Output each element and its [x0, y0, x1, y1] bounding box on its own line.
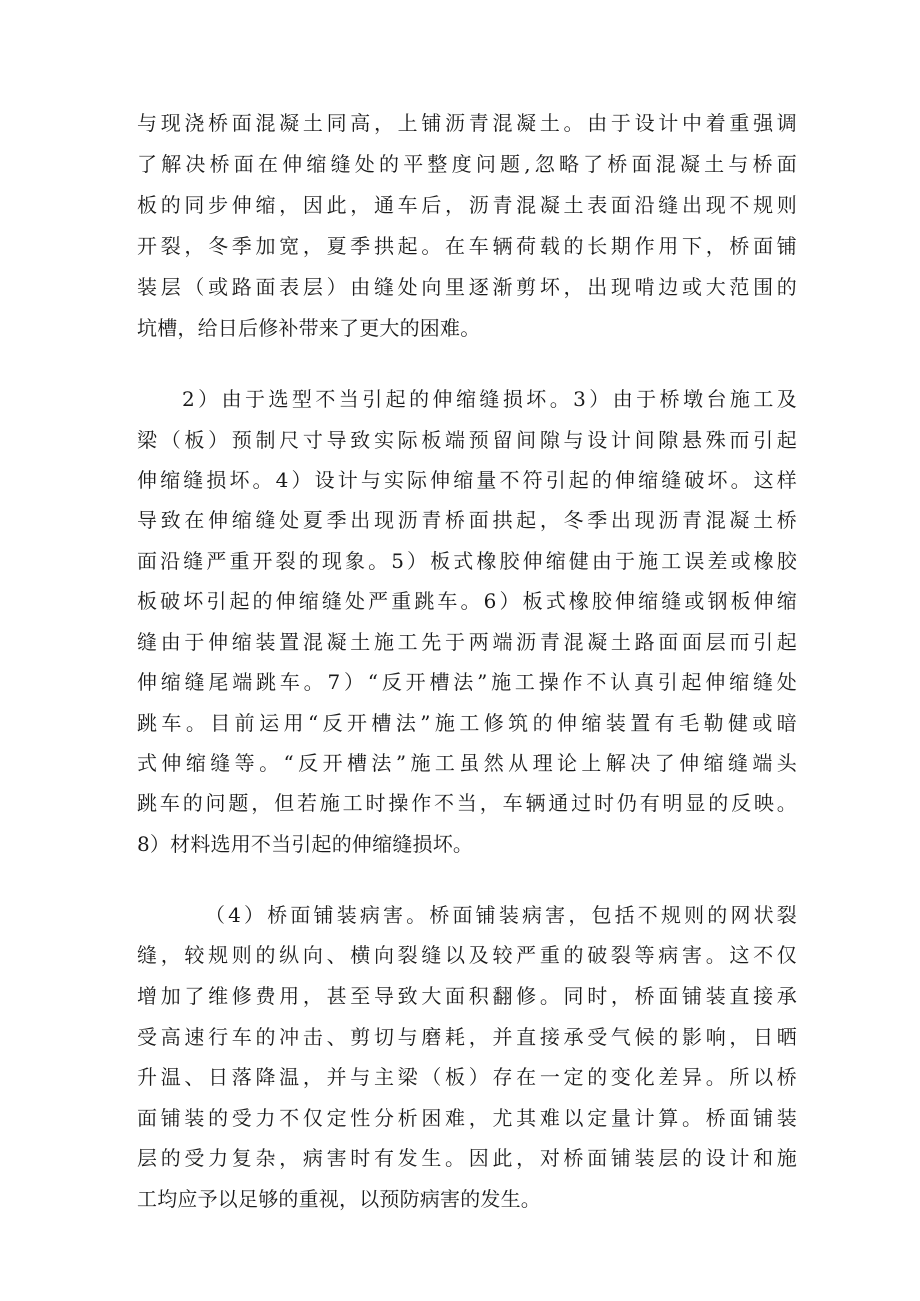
paragraph-2-line-8: 伸缩缝尾端跳车。7）“反开槽法”施工操作不认真引起伸缩缝处	[137, 670, 797, 694]
paragraph-2-line-2: 梁（板）预制尺寸导致实际板端预留间隙与设计间隙悬殊而引起	[137, 428, 797, 452]
paragraph-3-line-8: 工均应予以足够的重视，以预防病害的发生。	[137, 1187, 541, 1211]
paragraph-1-line-5: 装层（或路面表层）由缝处向里逐渐剪坏，出现啃边或大范围的	[137, 275, 797, 299]
paragraph-3-line-1: （4）桥面铺装病害。桥面铺装病害，包括不规则的网状裂	[205, 903, 797, 927]
paragraph-1-line-4: 开裂，冬季加宽，夏季拱起。在车辆荷载的长期作用下，桥面铺	[137, 234, 797, 258]
paragraph-2-line-10: 式伸缩缝等。“反开槽法”施工虽然从理论上解决了伸缩缝端头	[137, 751, 797, 775]
paragraph-3-line-2: 缝，较规则的纵向、横向裂缝以及较严重的破裂等病害。这不仅	[137, 943, 797, 967]
paragraph-2-line-6: 板破坏引起的伸缩缝处严重跳车。6）板式橡胶伸缩缝或钢板伸缩	[137, 589, 797, 613]
paragraph-2-line-7: 缝由于伸缩装置混凝土施工先于两端沥青混凝土路面面层而引起	[137, 630, 797, 654]
paragraph-1-line-2: 了解决桥面在伸缩缝处的平整度问题,忽略了桥面混凝土与桥面	[137, 152, 797, 176]
paragraph-1-line-1: 与现浇桥面混凝土同高，上铺沥青混凝土。由于设计中着重强调	[137, 111, 797, 135]
paragraph-2-line-5: 面沿缝严重开裂的现象。5）板式橡胶伸缩健由于施工误差或橡胶	[137, 549, 797, 573]
paragraph-2-line-11: 跳车的问题，但若施工时操作不当，车辆通过时仍有明显的反映。	[137, 791, 797, 815]
paragraph-3-line-5: 升温、日落降温，并与主梁（板）存在一定的变化差异。所以桥	[137, 1065, 797, 1089]
paragraph-2-line-3: 伸缩缝损坏。4）设计与实际伸缩量不符引起的伸缩缝破坏。这样	[137, 468, 797, 492]
paragraph-3-line-3: 增加了维修费用，甚至导致大面积翻修。同时，桥面铺装直接承	[137, 984, 797, 1008]
paragraph-2-line-4: 导致在伸缩缝处夏季出现沥青桥面拱起，冬季出现沥青混凝土桥	[137, 508, 797, 532]
paragraph-1-line-3: 板的同步伸缩，因此，通车后，沥青混凝土表面沿缝出现不规则	[137, 193, 797, 217]
paragraph-1-line-6: 坑槽，给日后修补带来了更大的困难。	[137, 316, 481, 340]
paragraph-2-line-12: 8）材料选用不当引起的伸缩缝损坏。	[137, 832, 474, 856]
paragraph-3-line-7: 层的受力复杂，病害时有发生。因此，对桥面铺装层的设计和施	[137, 1146, 797, 1170]
paragraph-3-line-6: 面铺装的受力不仅定性分析困难，尤其难以定量计算。桥面铺装	[137, 1106, 797, 1130]
paragraph-3-line-4: 受高速行车的冲击、剪切与磨耗，并直接承受气候的影响，日晒	[137, 1025, 797, 1049]
paragraph-2-line-1: 2）由于选型不当引起的伸缩缝损坏。3）由于桥墩台施工及	[182, 387, 797, 411]
paragraph-2-line-9: 跳车。目前运用“反开槽法”施工修筑的伸缩装置有毛勒健或暗	[137, 711, 797, 735]
